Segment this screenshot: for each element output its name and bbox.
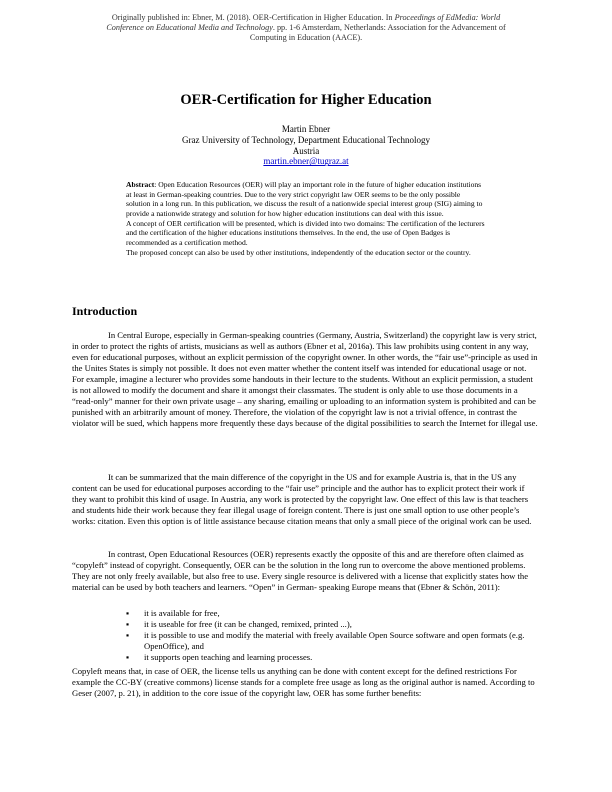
publication-note <box>60 13 552 43</box>
intro-paragraph-1-block <box>72 330 540 429</box>
author-affiliation: Graz University of Technology, Department Educational Technology <box>181 134 430 145</box>
intro-paragraph-2: It can be summarized that the main difference of the copyright in the US and for example Austria is, that in the US any content can be used for educational purposes according to the “fair use” principle and the author has to explicit protect their work if they want to prohibit this kind of usage. In Austria, any work is protected by the copyright law. One effect of this law is that teachers and students hide their work because they fear illegal usage of foreign content. There is just one small option to use other people’s works: citation. Even this option is of little assistance because citation means that only a small piece of the original work can be used. <box>72 472 532 526</box>
paper-title: OER-Certification for Higher Education <box>180 92 432 108</box>
publication-note-line-1: Originally published in: Ebner, M. (2018). OER-Certification in Higher Education. In Proceedings of EdMedia: World <box>111 13 501 22</box>
author-country: Austria <box>292 145 320 156</box>
intro-paragraph-4-block <box>72 666 540 699</box>
intro-paragraph-3-block <box>72 549 540 593</box>
publication-note-line-2: Conference on Educational Media and Technology. pp. 1-6 Amsterdam, Netherlands: Association for the Advancement of <box>106 23 506 32</box>
oer-criteria-list <box>126 608 540 663</box>
abstract-paragraph-2: A concept of OER certification will be presented, which is divided into two domains: The certification of the lecturers and the certification of the higher educations institutions themselves. In the end, the use of Open Badges is recommended as a certification method. <box>126 218 485 247</box>
intro-paragraph-4: Copyleft means that, in case of OER, the license tells us anything can be done with content except for the defined restrictions For example the CC-BY (creative commons) license stands for a complete free usage as long as the original author is named. According to Geser (2007, p. 21), in addition to the core issue of the copyright law, OER has some further benefits: <box>72 666 535 698</box>
list-item: ▪ it is available for free, <box>126 608 220 618</box>
intro-paragraph-2-block <box>72 472 540 527</box>
author-name: Martin Ebner <box>281 124 331 134</box>
bullet-icon: ▪ <box>126 619 130 629</box>
list-item: ▪ it is useable for free (it can be changed, remixed, printed ...), <box>126 619 352 629</box>
bullet-icon: ▪ <box>126 652 130 662</box>
author-email-link[interactable]: martin.ebner@tugraz.at <box>263 156 349 167</box>
abstract <box>126 180 486 257</box>
abstract-paragraph-3: The proposed concept can also be used by other institutions, independently of the education sector or the country. <box>126 247 471 257</box>
list-item: ▪ it is possible to use and modify the material with freely available Open Source software and open formats (e.g. OpenOffice), and <box>126 630 525 651</box>
abstract-paragraph-1: Abstract: Open Education Resources (OER) will play an important role in the future of higher education institutions at least in German-speaking countries. Due to the very strict copyright law OER seems to be the only possible solution in a long run. In this publication, we discuss the result of a nationwide special interest group (SIG) aiming to provide a nationwide strategy and solution for how higher education institutions can deal with this issue. <box>126 180 483 218</box>
bullet-icon: ▪ <box>126 630 130 640</box>
bullet-icon: ▪ <box>126 608 130 618</box>
author-block <box>60 124 552 167</box>
intro-paragraph-3: In contrast, Open Educational Resources (OER) represents exactly the opposite of this and are therefore often claimed as “copyleft” instead of copyright. Consequently, OER can be the solution in the long run to overcome the above mentioned problems. They are not only freely available, but also free to use. Every single resource is delivered with a license that explicitly states how the material can be used by both teachers and learners. “Open” in German- speaking Europe means that (Ebner & Schön, 2011): <box>72 549 529 592</box>
abstract-label: Abstract <box>126 180 155 189</box>
list-item: ▪ it supports open teaching and learning processes. <box>126 652 313 662</box>
section-heading-introduction: Introduction <box>72 304 138 318</box>
publication-note-line-3: Computing in Education (AACE). <box>249 33 363 42</box>
intro-paragraph-1: In Central Europe, especially in German-speaking countries (Germany, Austria, Switzerland) the copyright law is very strict, in order to protect the rights of artists, musicians as well as authors (Ebner et al, 2016a). This law prohibits using content in any way, even for educational purposes, without an explicit permission of the copyright owner. In other words, the “fair use”-principle as used in the Unites States is simply not possible. It does not even matter whether the content itself was intended for educational usage or not. For example, imagine a lecturer who provides some handouts in their lecture to the students. Without an explicit permission, a student is not allowed to modify the document and share it amongst their classmates. The student is only able to use those documents in a “read-only” manner for their own private usage – any sharing, emailing or uploading to an information system is prohibited and can be punished with an arbitrarily amount of money. Therefore, the violation of the copyright law is not a trivial offence, in contrast the violator will be sued, which happens more frequently these days because of the digital possibilities to search the Internet for illegal use. <box>72 330 538 428</box>
